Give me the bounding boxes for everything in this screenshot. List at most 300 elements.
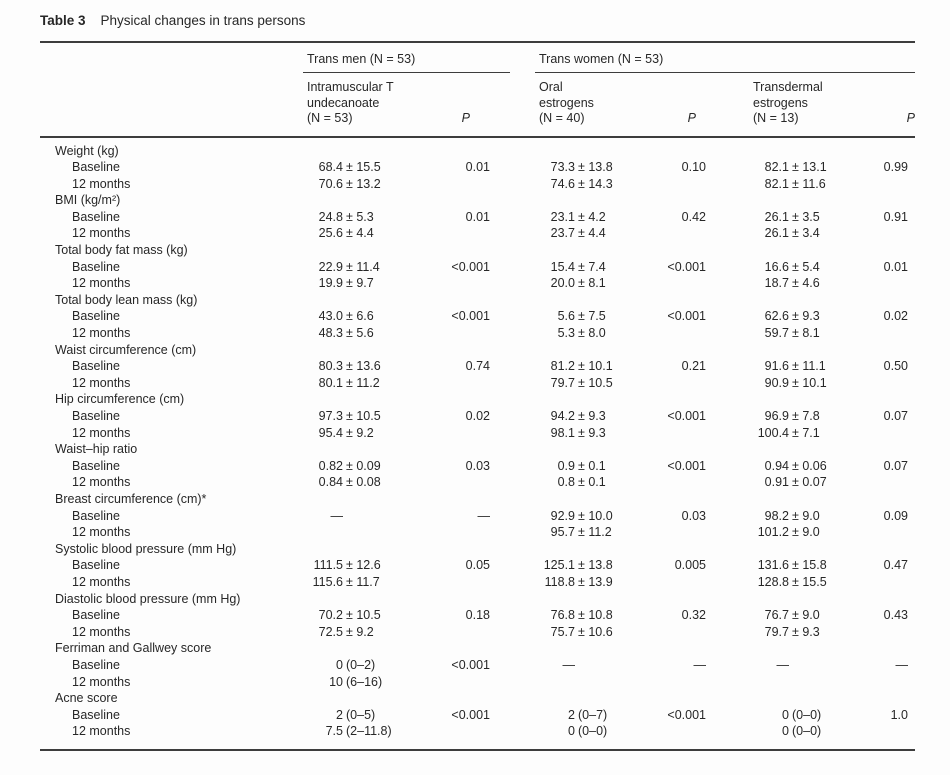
value-cell-oral (535, 176, 650, 193)
column-header-intramuscular-t (295, 80, 435, 127)
row-label: 12 months (72, 475, 131, 490)
value-lead: 0 (782, 707, 789, 722)
value-lead: 73.3 (550, 160, 575, 175)
p-cell-transdermal (865, 225, 915, 242)
table-row (40, 325, 915, 342)
value-rest: ± 5.6 (346, 326, 374, 341)
value-rest: ± 10.1 (792, 375, 827, 390)
table-row (40, 308, 915, 325)
p-cell-oral (650, 574, 706, 591)
value-cell-transdermal (753, 159, 865, 176)
value-rest: ± 0.1 (578, 475, 606, 490)
value-rest: ± 13.6 (346, 359, 381, 374)
section-label: BMI (kg/m²) (55, 193, 121, 208)
value-cell-oral (535, 325, 650, 342)
value-rest: ± 13.2 (346, 176, 381, 191)
p-cell-transdermal: 0.09 (883, 508, 908, 523)
value-lead: 98.1 (550, 425, 575, 440)
value-cell-intramuscular (295, 624, 435, 641)
row-label: Baseline (72, 458, 120, 473)
value-rest: ± 15.5 (792, 574, 827, 589)
value-lead: 10 (329, 674, 343, 689)
row-label: 12 months (72, 525, 131, 540)
value-rest: (0–0) (792, 724, 822, 739)
value-cell-oral (535, 425, 650, 442)
value-rest: ± 15.8 (792, 558, 827, 573)
p-cell-transdermal: 0.07 (883, 409, 908, 423)
value-rest: ± 9.7 (346, 276, 374, 291)
value-lead: 20.0 (550, 276, 575, 291)
column-header-line: (N = 53) (307, 111, 353, 125)
value-rest: ± 5.4 (792, 259, 820, 274)
value-rest: ± 13.8 (578, 160, 613, 175)
value-cell-transdermal (753, 325, 865, 342)
value-rest: ± 10.1 (578, 359, 613, 374)
value-cell-intramuscular (295, 607, 435, 624)
p-cell-oral: 0.03 (681, 508, 706, 523)
value-lead: 0.8 (557, 475, 575, 490)
value-lead: 26.1 (764, 209, 789, 224)
value-cell-oral (535, 474, 650, 491)
value-cell-transdermal (753, 375, 865, 392)
row-label: 12 months (72, 375, 131, 390)
value-lead: 101.2 (757, 525, 789, 540)
table-row (40, 425, 915, 442)
value-cell-transdermal (753, 723, 865, 740)
p-cell-transdermal (865, 474, 915, 491)
p-cell-oral (650, 524, 706, 541)
value-lead: 5.3 (557, 326, 575, 341)
table-section-row (40, 342, 915, 359)
p-cell-transdermal (865, 375, 915, 392)
value-rest: ± 10.5 (346, 409, 381, 423)
value-lead: 24.8 (318, 209, 343, 224)
p-cell-oral: 0.21 (681, 359, 706, 374)
value-cell-intramuscular (295, 325, 435, 342)
value-lead: 76.8 (550, 608, 575, 623)
value-lead: — (776, 657, 789, 672)
value-lead: 80.1 (318, 375, 343, 390)
row-label: Baseline (72, 160, 120, 175)
p-cell-transdermal: 0.07 (883, 458, 908, 473)
value-rest: ± 11.4 (346, 259, 380, 274)
value-rest: ± 11.2 (346, 375, 380, 390)
value-lead: 23.1 (550, 209, 575, 224)
value-rest: ± 0.06 (792, 458, 827, 473)
value-rest: ± 10.0 (578, 508, 613, 523)
row-label: 12 months (72, 674, 131, 689)
p-cell-oral (650, 225, 706, 242)
value-rest: ± 3.5 (792, 209, 820, 224)
value-lead: — (330, 508, 343, 523)
value-cell-intramuscular (295, 176, 435, 193)
value-lead: 7.5 (325, 724, 343, 739)
value-rest: ± 10.5 (346, 608, 381, 623)
value-rest: ± 0.07 (792, 475, 827, 490)
row-label: 12 months (72, 326, 131, 341)
table-row (40, 259, 915, 276)
value-cell-intramuscular (295, 723, 435, 740)
value-lead: 100.4 (757, 425, 789, 440)
value-lead: 19.9 (318, 276, 343, 291)
value-cell-transdermal (753, 508, 865, 525)
table-row (40, 275, 915, 292)
section-label: Breast circumference (cm)* (55, 491, 207, 506)
value-lead: 79.7 (550, 375, 575, 390)
p-label: P (906, 111, 915, 125)
p-cell-oral (650, 674, 706, 691)
column-group-header-row (40, 43, 915, 73)
table-row (40, 474, 915, 491)
value-cell-transdermal (753, 408, 865, 425)
value-lead: 115.6 (312, 574, 343, 589)
row-label: Baseline (72, 508, 120, 523)
p-label: P (461, 111, 470, 125)
table-caption (40, 12, 915, 30)
section-label: Total body lean mass (kg) (55, 292, 198, 307)
value-cell-transdermal (753, 474, 865, 491)
p-cell-oral: 0.005 (674, 558, 706, 573)
p-cell-oral: — (693, 657, 706, 672)
value-lead: 131.6 (757, 558, 789, 573)
value-lead: 23.7 (550, 226, 575, 241)
table-section-row (40, 441, 915, 458)
value-cell-oral (535, 723, 650, 740)
value-cell-transdermal (753, 674, 865, 691)
value-cell-intramuscular (295, 674, 435, 691)
p-cell-transdermal: — (895, 657, 908, 672)
value-cell-transdermal (753, 308, 865, 325)
table-row (40, 508, 915, 525)
p-cell-oral (650, 176, 706, 193)
value-lead: — (562, 657, 575, 672)
p-cell-trans-men (435, 275, 490, 292)
table-row (40, 657, 915, 674)
section-label: Diastolic blood pressure (mm Hg) (55, 591, 241, 606)
value-rest: ± 7.8 (792, 409, 820, 423)
value-lead: 25.6 (318, 226, 343, 241)
value-lead: 97.3 (318, 409, 343, 423)
value-cell-intramuscular (295, 657, 435, 674)
value-cell-oral (535, 657, 650, 674)
section-label: Waist–hip ratio (55, 442, 138, 457)
value-lead: 96.9 (764, 409, 789, 423)
value-cell-transdermal (753, 707, 865, 724)
section-label: Hip circumference (cm) (55, 392, 185, 407)
p-cell-trans-men: 0.18 (465, 608, 490, 623)
table-section-row (40, 192, 915, 209)
table-row (40, 458, 915, 475)
value-lead: 0.9 (557, 458, 575, 473)
value-rest: (6–16) (346, 674, 383, 689)
value-lead: 16.6 (764, 259, 789, 274)
p-cell-trans-men (435, 524, 490, 541)
table-row (40, 225, 915, 242)
value-rest: ± 3.4 (792, 226, 820, 241)
value-rest: ± 9.3 (578, 409, 606, 423)
value-rest: ± 10.8 (578, 608, 613, 623)
p-cell-transdermal: 0.43 (883, 608, 908, 623)
value-cell-intramuscular (295, 308, 435, 325)
value-lead: 92.9 (550, 508, 575, 523)
p-cell-trans-men: — (477, 508, 490, 523)
value-cell-intramuscular (295, 159, 435, 176)
column-header-row (40, 73, 915, 136)
value-rest: ± 9.0 (792, 508, 820, 523)
value-lead: 128.8 (757, 574, 789, 589)
value-cell-transdermal (753, 259, 865, 276)
p-cell-oral (650, 723, 706, 740)
value-lead: 95.7 (550, 525, 575, 540)
value-rest: ± 15.5 (346, 160, 381, 175)
value-cell-transdermal (753, 524, 865, 541)
value-rest: ± 10.6 (578, 624, 613, 639)
value-cell-oral (535, 624, 650, 641)
value-cell-transdermal (753, 358, 865, 375)
p-cell-trans-men: <0.001 (451, 707, 490, 722)
value-lead: 43.0 (318, 309, 343, 324)
row-label: Baseline (72, 558, 120, 573)
p-cell-transdermal: 0.02 (883, 309, 908, 324)
p-cell-oral: <0.001 (667, 309, 706, 324)
table-section-row (40, 690, 915, 707)
table-row (40, 209, 915, 226)
value-cell-oral (535, 308, 650, 325)
value-lead: 82.1 (764, 160, 789, 175)
bottom-rule (40, 749, 915, 751)
value-rest: ± 9.0 (792, 608, 820, 623)
value-lead: 0.84 (318, 475, 343, 490)
section-label: Acne score (55, 691, 118, 706)
value-lead: 2 (568, 707, 575, 722)
value-lead: 74.6 (550, 176, 575, 191)
p-cell-transdermal: 0.01 (883, 259, 908, 274)
value-lead: 95.4 (318, 425, 343, 440)
value-lead: 70.6 (318, 176, 343, 191)
p-cell-trans-men (435, 375, 490, 392)
column-header-line: Transdermal (753, 80, 823, 94)
value-cell-oral (535, 259, 650, 276)
value-cell-intramuscular (295, 557, 435, 574)
column-header-line: Oral (539, 80, 563, 94)
value-lead: 70.2 (318, 608, 343, 623)
value-rest: ± 13.9 (578, 574, 613, 589)
column-group-trans-women-label: Trans women (N = 53) (539, 52, 664, 66)
p-cell-oral: 0.10 (681, 160, 706, 175)
value-rest: ± 10.5 (578, 375, 613, 390)
value-cell-oral (535, 607, 650, 624)
p-cell-trans-men: 0.02 (465, 409, 490, 423)
p-cell-trans-men (435, 176, 490, 193)
p-cell-oral (650, 624, 706, 641)
p-cell-transdermal (865, 325, 915, 342)
value-cell-transdermal (753, 557, 865, 574)
value-rest: ± 4.6 (792, 276, 820, 291)
row-label: 12 months (72, 176, 131, 191)
value-rest: ± 0.09 (346, 458, 381, 473)
value-cell-intramuscular (295, 275, 435, 292)
value-cell-transdermal (753, 209, 865, 226)
value-cell-transdermal (753, 425, 865, 442)
value-rest: (0–0) (792, 707, 822, 722)
value-cell-transdermal (753, 607, 865, 624)
p-cell-transdermal (865, 723, 915, 740)
value-lead: 79.7 (764, 624, 789, 639)
value-cell-oral (535, 508, 650, 525)
value-cell-intramuscular (295, 209, 435, 226)
column-header-oral-estrogens (535, 80, 650, 127)
row-label: Baseline (72, 657, 120, 672)
value-lead: 80.3 (318, 359, 343, 374)
value-cell-oral (535, 358, 650, 375)
value-rest: ± 11.2 (578, 525, 612, 540)
value-lead: 62.6 (764, 309, 789, 324)
table-section-row (40, 541, 915, 558)
column-header-line: (N = 13) (753, 111, 799, 125)
value-lead: 22.9 (318, 259, 343, 274)
p-cell-oral: 0.42 (681, 209, 706, 224)
value-rest: ± 5.3 (346, 209, 374, 224)
value-rest: ± 11.6 (792, 176, 826, 191)
p-cell-oral (650, 375, 706, 392)
value-rest: (0–7) (578, 707, 608, 722)
value-rest: ± 8.1 (578, 276, 606, 291)
value-cell-intramuscular (295, 474, 435, 491)
p-cell-transdermal: 0.47 (883, 558, 908, 573)
value-rest: ± 4.2 (578, 209, 606, 224)
value-lead: 15.4 (550, 259, 575, 274)
value-rest: (2–11.8) (346, 724, 392, 739)
table-row (40, 358, 915, 375)
value-rest: ± 12.6 (346, 558, 381, 573)
value-rest: ± 11.7 (346, 574, 380, 589)
section-label: Weight (kg) (55, 143, 119, 158)
p-cell-trans-men: 0.03 (465, 458, 490, 473)
column-group-trans-women (535, 52, 915, 73)
value-cell-transdermal (753, 176, 865, 193)
value-rest: ± 8.0 (578, 326, 606, 341)
row-label: Baseline (72, 309, 120, 324)
column-header-p-oral (650, 80, 706, 127)
value-cell-oral (535, 707, 650, 724)
table-row (40, 408, 915, 425)
value-cell-oral (535, 524, 650, 541)
table-section-row (40, 242, 915, 259)
p-cell-trans-men (435, 425, 490, 442)
table-section-row (40, 391, 915, 408)
value-lead: 59.7 (764, 326, 789, 341)
value-lead: 81.2 (550, 359, 575, 374)
value-rest: ± 14.3 (578, 176, 613, 191)
value-cell-intramuscular (295, 408, 435, 425)
column-group-trans-men (303, 52, 510, 73)
value-rest: (0–0) (578, 724, 608, 739)
value-rest: ± 9.2 (346, 425, 374, 440)
value-cell-oral (535, 408, 650, 425)
value-rest: ± 9.3 (578, 425, 606, 440)
p-cell-trans-men: <0.001 (451, 657, 490, 672)
table-row (40, 674, 915, 691)
row-label: 12 months (72, 574, 131, 589)
value-lead: 26.1 (764, 226, 789, 241)
column-header-p-transdermal (865, 80, 915, 127)
value-cell-intramuscular (295, 574, 435, 591)
value-lead: 94.2 (550, 409, 575, 423)
p-cell-trans-men (435, 474, 490, 491)
value-lead: 0 (336, 657, 343, 672)
p-label: P (687, 111, 696, 125)
value-lead: 2 (336, 707, 343, 722)
value-lead: 118.8 (544, 574, 575, 589)
row-label: Baseline (72, 409, 120, 423)
p-cell-trans-men (435, 624, 490, 641)
p-cell-trans-men (435, 723, 490, 740)
value-cell-intramuscular (295, 508, 435, 525)
table-row (40, 574, 915, 591)
value-cell-oral (535, 557, 650, 574)
value-cell-intramuscular (295, 707, 435, 724)
p-cell-trans-men (435, 225, 490, 242)
value-cell-intramuscular (295, 458, 435, 475)
table-row (40, 375, 915, 392)
column-header-p-trans-men (435, 80, 490, 127)
table-number: Table 3 (40, 13, 86, 28)
table-row (40, 159, 915, 176)
column-header-line: Intramuscular T (307, 80, 394, 94)
value-rest: ± 9.3 (792, 309, 820, 324)
p-cell-oral (650, 325, 706, 342)
section-label: Total body fat mass (kg) (55, 243, 188, 258)
value-lead: 98.2 (764, 508, 789, 523)
table-section-row (40, 292, 915, 309)
value-rest: (0–5) (346, 707, 376, 722)
value-cell-transdermal (753, 275, 865, 292)
value-lead: 0.91 (764, 475, 789, 490)
row-label: 12 months (72, 624, 131, 639)
value-cell-intramuscular (295, 358, 435, 375)
value-lead: 91.6 (764, 359, 789, 374)
value-lead: 111.5 (313, 558, 343, 573)
row-label: Baseline (72, 608, 120, 623)
value-cell-intramuscular (295, 259, 435, 276)
value-cell-transdermal (753, 458, 865, 475)
value-lead: 0 (782, 724, 789, 739)
p-cell-trans-men (435, 674, 490, 691)
row-label: Baseline (72, 259, 120, 274)
table-section-row (40, 591, 915, 608)
row-label: 12 months (72, 724, 131, 739)
p-cell-oral: 0.32 (681, 608, 706, 623)
section-label: Waist circumference (cm) (55, 342, 197, 357)
value-cell-transdermal (753, 225, 865, 242)
value-lead: 0 (568, 724, 575, 739)
value-lead: 18.7 (764, 276, 789, 291)
p-cell-trans-men: 0.74 (465, 359, 490, 374)
p-cell-oral (650, 275, 706, 292)
p-cell-trans-men: 0.01 (465, 160, 490, 175)
value-rest: ± 6.6 (346, 309, 374, 324)
value-lead: 90.9 (764, 375, 789, 390)
row-label: Baseline (72, 707, 120, 722)
table-row (40, 624, 915, 641)
table-row (40, 524, 915, 541)
value-lead: 82.1 (764, 176, 789, 191)
value-cell-oral (535, 375, 650, 392)
p-cell-oral: <0.001 (667, 458, 706, 473)
p-cell-transdermal (865, 574, 915, 591)
table-section-row (40, 491, 915, 508)
p-cell-trans-men (435, 574, 490, 591)
